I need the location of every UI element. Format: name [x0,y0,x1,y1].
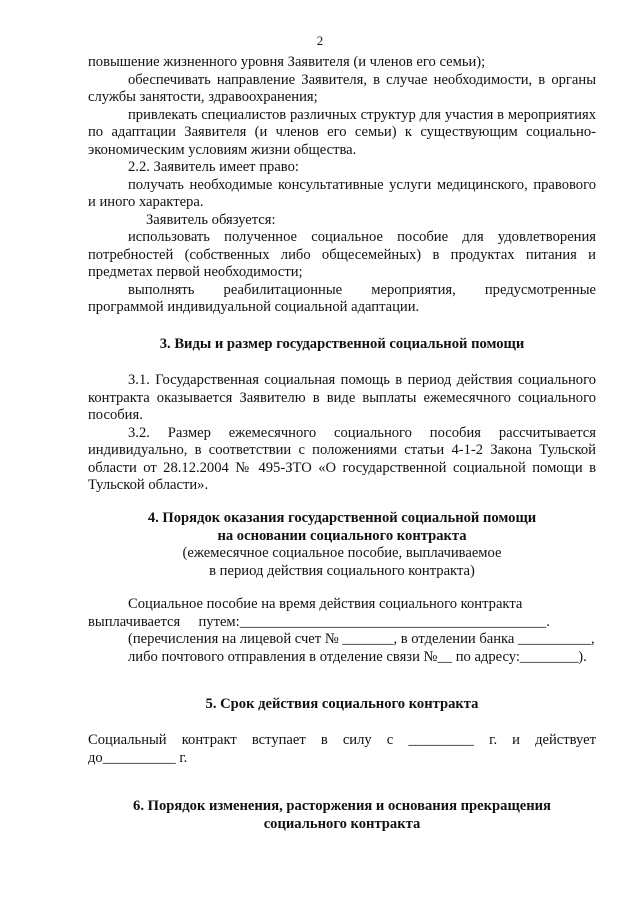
section5-title: 5. Срок действия социального контракта [205,696,479,712]
section3-body [88,372,596,495]
section4-title-line2: на основании социального контракта [217,527,467,544]
section5-line2: до__________ г. [88,749,188,766]
page-number: 2 [316,33,324,48]
paragraph-p5: получать необходимые консультативные услуги медицинского, правового и иного характера. [88,176,596,210]
section4-subtitle-line1: (ежемесячное социальное пособие, выплачиваемое [182,545,502,561]
section6-title-line2: социального контракта [263,815,421,832]
section2-continuation [88,54,596,317]
section4-body [88,596,596,666]
paragraph-p7: использовать полученное социальное пособие для удовлетворения потребностей (собственных либо общесемейных) в продуктах питания и предметах первой необходимости; [88,229,596,280]
paragraph-p4: 2.2. Заявитель имеет право: [128,159,299,175]
section4-subtitle-line2: в период действия социального контракта) [209,562,475,579]
section4-heading [88,510,596,580]
section3-title: 3. Виды и размер государственной социальной помощи [159,336,525,352]
section3-paragraph-1: 3.1. Государственная социальная помощь в период действия социального контракта оказывается Заявителю в виде выплаты ежемесячного социального пособия. [88,372,596,423]
section4-text-line3: (перечисления на лицевой счет № _______, в отделении банка __________, [128,631,595,647]
paragraph-p3: привлекать специалистов различных структур для участия в мероприятиях по адаптации Заявителя (и членов его семьи) к существующим социально-экономическим условиям жизни общества. [88,106,596,158]
section4-text-line2: выплачивается путем:__________________________________________. [88,613,550,630]
paragraph-p1: повышение жизненного уровня Заявителя (и членов его семьи); [88,54,486,70]
section4-text-line4: либо почтового отправления в отделение связи №__ по адресу:________). [128,648,587,665]
section5-body [88,732,596,767]
section6-heading [88,798,596,833]
section4-text-line1: Социальное пособие на время действия социального контракта [128,596,523,612]
section3-paragraph-2: 3.2. Размер ежемесячного социального пособия рассчитывается индивидуально, в соответствии с положениями статьи 4-1-2 Закона Тульской области от 28.12.2004 № 495-ЗТО «О государственной социальной помощи в Тульской области». [88,424,596,493]
section5-line1: Социальный контракт вступает в силу с _________ г. и действует [88,732,596,748]
section6-title-line1: 6. Порядок изменения, расторжения и основания прекращения [133,798,551,814]
section4-title-line1: 4. Порядок оказания государственной социальной помощи [147,510,537,526]
paragraph-p8: выполнять реабилитационные мероприятия, предусмотренные программой индивидуальной социальной адаптации. [88,281,596,315]
paragraph-p2: обеспечивать направление Заявителя, в случае необходимости, в органы службы занятости, здравоохранения; [88,71,596,105]
paragraph-p6: Заявитель обязуется: [146,211,276,228]
